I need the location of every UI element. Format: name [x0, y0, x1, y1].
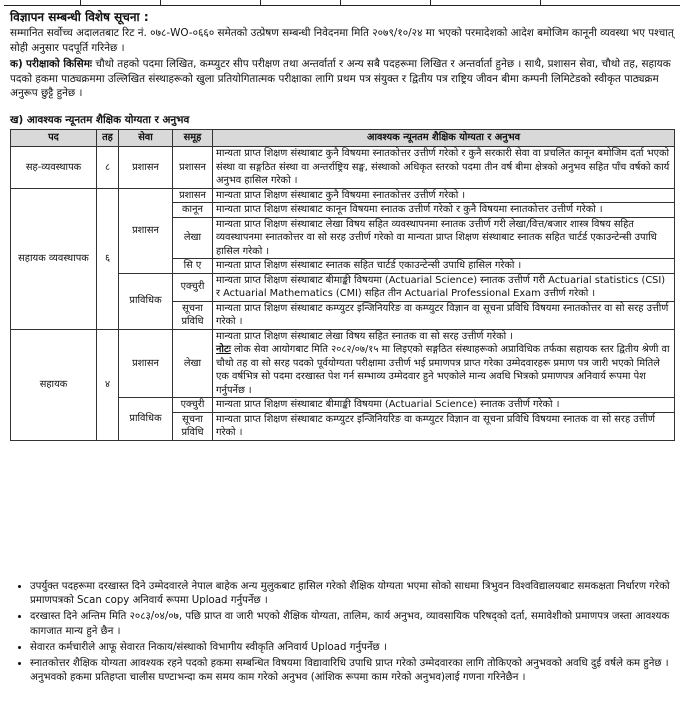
- list-item: • उपर्युक्त पदहरूमा दरखास्त दिने उम्मेदवारले नेपाल बाहेक अन्य मुलुकबाट हासिल गरेको शैक्षिक योग्यता भएमा सोको साधमा त्रिभुवन विश्वविद्यालयबाट समकक्षता निर्धारण गरेको प्रमाणपत्रको Scan copy अनिवार्य रूपमा Upload गर्नुपर्नेछ ।: [30, 580, 684, 608]
- group-cell: प्रशासन: [173, 147, 213, 189]
- intro-paragraph: सम्मानित सर्वोच्च अदालतबाट रिट नं. ०७८-WO-०६६० समेतको उत्प्रेषण सम्बन्धी निवेदनमा मिति २०७९/१०/२४ मा भएको परमादेशको आदेश बमोजिम कानूनी व्यवस्था भए पश्चात् सोही अनुसार पदपूर्ति गरिनेछ ।: [10, 27, 674, 54]
- section-exam-type: [10, 57, 674, 101]
- note-label: नोटः: [216, 344, 231, 355]
- group-cell: कानून: [173, 203, 213, 218]
- qualification-cell: मान्यता प्राप्त शिक्षण संस्थाबाट कानून विषयमा स्नातक उत्तीर्ण गरेको र कुनै विषयमा स्नातकोत्तर उत्तीर्ण गरेको ।: [213, 203, 675, 218]
- qualification-cell: मान्यता प्राप्त शिक्षण संस्थाबाट लेखा विषय सहित व्यवस्थापनमा स्नातक उत्तीर्ण गरी लेखा/वित्त/बजार शास्त्र विषय सहित व्यवस्थापनमा स्नातकोत्तर वा सो सरह उत्तीर्ण गरेको वा मान्यता प्राप्त शिक्षण संस्थाबाट स्नातक सहित चार्टर्ड एकाउन्टेन्सी उपाधि हासिल गरेको ।: [213, 217, 675, 259]
- list-item: • स्नातकोत्तर शैक्षिक योग्यता आवश्यक रहने पदको हकमा सम्बन्धित विषयमा विद्यावारिधि उपाधि प्राप्त गरेको उम्मेदवारका लागि तोकिएको अनुभवको अवधि दुई वर्षले कम हुनेछ । अनुभवको हकमा प्रतिहप्ता चालीस घण्टाभन्दा कम समय काम गरेको अनुभव (आंशिक रूपमा काम गरेको अनुभव)लाई गणना गरिनेछैन ।: [30, 657, 684, 685]
- level-cell: ६: [97, 188, 119, 329]
- group-cell: सूचना प्रविधि: [173, 301, 213, 329]
- header-service: सेवा: [119, 130, 173, 147]
- section-kha-title: ख) आवश्यक न्यूनतम शैक्षिक योग्यता र अनुभव: [10, 114, 190, 126]
- header-qualification: आवश्यक न्यूनतम शैक्षिक योग्यता र अनुभव: [213, 130, 675, 147]
- service-cell: प्रशासन: [119, 147, 173, 189]
- section-ka-label: क): [10, 58, 23, 70]
- group-cell: प्रशासन: [173, 188, 213, 203]
- table-row: [11, 329, 675, 398]
- group-cell: लेखा: [173, 217, 213, 259]
- post-cell: सहायक: [11, 329, 97, 440]
- qualification-cell: मान्यता प्राप्त शिक्षण संस्थाबाट स्नातक सहित चार्टर्ड एकाउन्टेन्सी उपाधि हासिल गरेको ।: [213, 259, 675, 274]
- header-post: पद: [11, 130, 97, 147]
- service-cell: प्रशासन: [119, 188, 173, 273]
- section-ka-title: परीक्षाको किसिमः: [26, 58, 93, 70]
- level-cell: ४: [97, 329, 119, 440]
- qualification-cell: [213, 329, 675, 398]
- group-cell: सूचना प्रविधि: [173, 412, 213, 440]
- qualification-table: [10, 129, 675, 441]
- table-row: [11, 147, 675, 189]
- divider: [4, 5, 680, 6]
- list-item: • दरखास्त दिने अन्तिम मिति २०८३/०४/०७, पछि प्राप्त वा जारी भएको शैक्षिक योग्यता, तालिम, कार्य अनुभव, व्यावसायिक परिषद्को दर्ता, समावेशीको प्रमाणपत्र जस्ता आवश्यक कागजात मान्य हुने छैन ।: [30, 610, 684, 638]
- qualification-cell: मान्यता प्राप्त शिक्षण संस्थाबाट कम्प्युटर इन्जिनियरिङ वा कम्प्युटर विज्ञान वा सूचना प्रविधि विषयमा स्नातक वा सो सरह उत्तीर्ण गरेको ।: [213, 412, 675, 440]
- service-cell: प्राविधिक: [119, 398, 173, 441]
- qualification-cell: मान्यता प्राप्त शिक्षण संस्थाबाट बीमाङ्की विषयमा (Actuarial Science) स्नातक उत्तीर्ण गरेको ।: [213, 398, 675, 413]
- header-group: समूह: [173, 130, 213, 147]
- group-cell: एक्चुरी: [173, 398, 213, 413]
- notes-list: [10, 580, 684, 687]
- post-cell: सहायक व्यवस्थापक: [11, 188, 97, 329]
- note-text: लोक सेवा आयोगबाट मिति २०८२/०७/१५ मा लिइएको सङ्गठित संस्थाहरूको अप्राविधिक तर्फका सहायक स्तर द्वितीय श्रेणी वा चौथो तह वा सो सरह पदको पूर्वयोग्यता परीक्षामा उत्तीर्ण भई प्रमाणपत्र प्राप्त गरेका उम्मेदवारहरू प्रमाण पत्र जारी भएको मितिले एक वर्षभित्र सो पदमा दरखास्त पेश गर्न सम्भाव्य उम्मेदवार हुने भएकोले मान्य अवधि भित्रको प्रमाणपत्र अनिवार्य रूपमा पेश गर्नुपर्नेछ ।: [216, 344, 670, 396]
- list-item: • सेवारत कर्मचारीले आफू सेवारत निकाय/संस्थाको विभागीय स्वीकृति अनिवार्य Upload गर्नुपर्नेछ ।: [30, 641, 684, 655]
- note-block: [216, 343, 671, 397]
- qualification-cell: मान्यता प्राप्त शिक्षण संस्थाबाट बीमाङ्की विषयमा (Actuarial Science) स्नातक उत्तीर्ण गरी Actuarial statistics (CSI) र Actuarial Mathematics (CMI) सहित तीन Actuarial Professional Exam उत्तीर्ण गरेको ।: [213, 273, 675, 301]
- qualification-line: मान्यता प्राप्त शिक्षण संस्थाबाट लेखा विषय सहित स्नातक वा सो सरह उत्तीर्ण गरेको ।: [216, 330, 514, 342]
- qualification-cell: मान्यता प्राप्त शिक्षण संस्थाबाट कुनै विषयमा स्नातकोत्तर उत्तीर्ण गरेको ।: [213, 188, 675, 203]
- post-cell: सह-व्यवस्थापक: [11, 147, 97, 189]
- service-cell: प्राविधिक: [119, 273, 173, 329]
- section-ka-text: चौथो तहको पदमा लिखित, कम्प्युटर सीप परीक्षण तथा अन्तर्वार्ता र अन्य सबै पदहरूमा लिखित र अन्तर्वार्ता हुनेछ । साथै, प्रशासन सेवा, चौथो तह, सहायक पदको हकमा पाठ्यक्रममा उल्लिखित संस्थाहरूको खुला प्रतियोगितात्मक परीक्षाका लागि प्रथम पत्र संयुक्त र द्वितीय पत्र राष्ट्रिय जीवन बीमा कम्पनी लिमिटेडको स्वीकृत पाठ्यक्रम अनुरूप छुट्टै हुनेछ ।: [10, 58, 671, 100]
- table-row: [11, 188, 675, 203]
- group-cell: एक्चुरी: [173, 273, 213, 301]
- level-cell: ८: [97, 147, 119, 189]
- qualification-cell: मान्यता प्राप्त शिक्षण संस्थाबाट कुनै विषयमा स्नातकोत्तर उत्तीर्ण गरेको र कुनै सरकारी सेवा वा प्रचलित कानून बमोजिम दर्ता भएको संस्था वा सङ्गठित संस्था वा अन्तर्राष्ट्रिय सङ्घ, संस्थाको अधिकृत स्तरको पदमा तीन वर्ष बीमा क्षेत्रको अनुभव सहित पाँच वर्षको कार्य अनुभव हासिल गरेको ।: [213, 147, 675, 189]
- group-cell: लेखा: [173, 329, 213, 398]
- service-cell: प्रशासन: [119, 329, 173, 398]
- notice-heading: विज्ञापन सम्बन्धी विशेष सूचना :: [10, 10, 149, 24]
- group-cell: सि ए: [173, 259, 213, 274]
- header-level: तह: [97, 130, 119, 147]
- table-header-row: [11, 130, 675, 147]
- qualification-cell: मान्यता प्राप्त शिक्षण संस्थाबाट कम्प्युटर इन्जिनियरिङ वा कम्प्युटर विज्ञान वा सूचना प्रविधि विषयमा स्नातकोत्तर वा सो सरह उत्तीर्ण गरेको ।: [213, 301, 675, 329]
